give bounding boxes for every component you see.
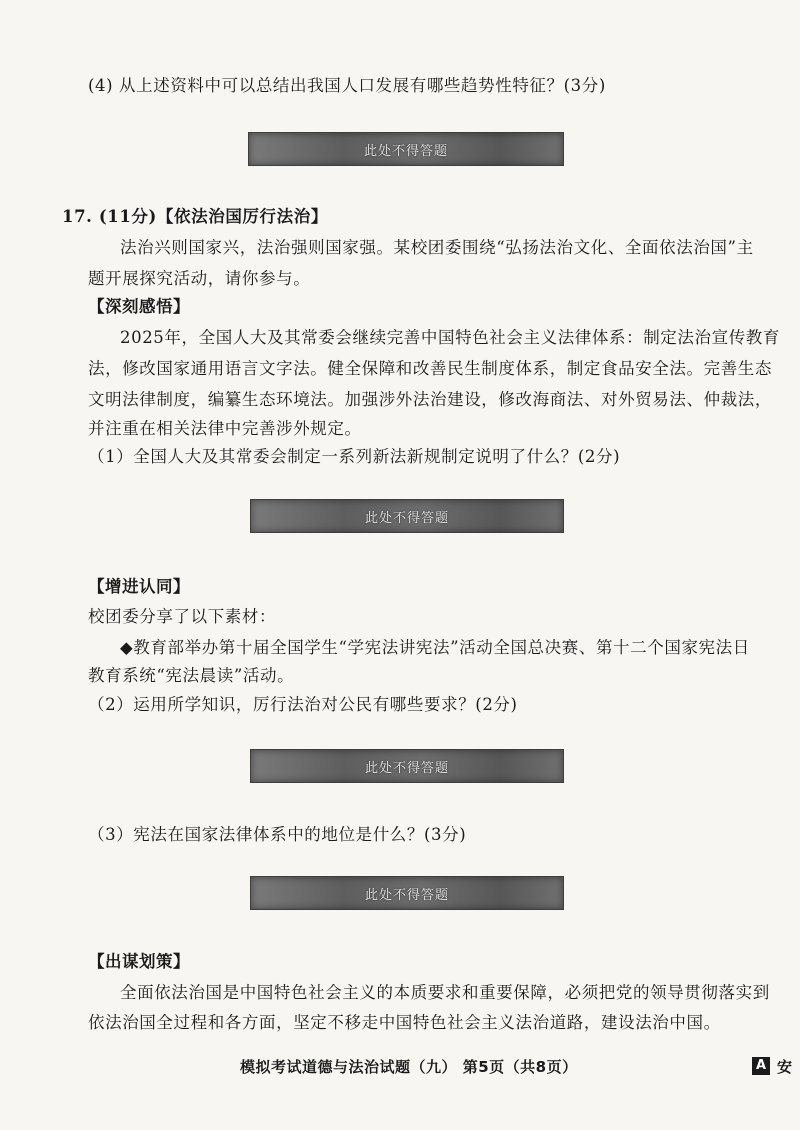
section1-line-4: 并注重在相关法律中完善涉外规定。	[88, 419, 362, 438]
section1-line-3: 文明法律制度，编纂生态环境法。加强涉外法治建设，修改海商法、对外贸易法、仲裁法，	[88, 390, 772, 409]
section3-line-1: 全面依法治国是中国特色社会主义的本质要求和重要保障，必须把党的领导贯彻落实到	[120, 983, 770, 1002]
section-deep-insight-title: 【深刻感悟】	[88, 297, 190, 316]
section-advice-title: 【出谋划策】	[88, 952, 190, 971]
footer-page-info: 模拟考试道德与法治试题（九） 第5页（共8页）	[240, 1058, 578, 1076]
no-answer-stamp	[248, 132, 564, 166]
question-16-4: (4) 从上述资料中可以总结出我国人口发展有哪些趋势性特征？(3分)	[88, 76, 606, 95]
material-line-2: 教育系统“宪法晨读”活动。	[88, 666, 295, 685]
section1-line-2: 法，修改国家通用语言文字法。健全保障和改善民生制度体系，制定食品安全法。完善生态	[88, 359, 772, 378]
section3-line-2: 依法治国全过程和各方面，坚定不移走中国特色社会主义法治道路，建设法治中国。	[88, 1013, 721, 1032]
material-line-1: ◆教育部举办第十届全国学生“学宪法讲宪法”活动全国总决赛、第十二个国家宪法日	[120, 638, 750, 657]
intro-line-1: 法治兴则国家兴，法治强则国家强。某校团委围绕“弘扬法治文化、全面依法治国”主	[120, 238, 754, 257]
question-17-1: （1）全国人大及其常委会制定一系列新法新规制定说明了什么？(2分)	[88, 447, 621, 466]
version-badge: A	[752, 1057, 770, 1075]
footer-side-char: 安	[777, 1058, 793, 1076]
question-17-2: （2）运用所学知识，厉行法治对公民有哪些要求？(2分)	[88, 695, 518, 714]
no-answer-label: 此处不得答题	[364, 887, 449, 903]
no-answer-stamp	[250, 499, 564, 533]
no-answer-stamp	[250, 876, 564, 910]
section-build-identity-title: 【增进认同】	[88, 577, 190, 596]
question-17-header: 17. (11分)【依法治国厉行法治】	[62, 207, 328, 226]
page-footer	[0, 1056, 800, 1082]
no-answer-label: 此处不得答题	[364, 510, 449, 526]
no-answer-label: 此处不得答题	[363, 143, 448, 159]
intro-line-2: 题开展探究活动，请你参与。	[88, 269, 311, 288]
section2-lead: 校团委分享了以下素材：	[88, 607, 277, 626]
question-17-3: （3）宪法在国家法律体系中的地位是什么？(3分)	[88, 825, 467, 844]
no-answer-label: 此处不得答题	[364, 760, 449, 776]
section1-line-1: 2025年，全国人大及其常委会继续完善中国特色社会主义法律体系：制定法治宣传教育	[120, 328, 780, 347]
no-answer-stamp	[250, 749, 564, 783]
